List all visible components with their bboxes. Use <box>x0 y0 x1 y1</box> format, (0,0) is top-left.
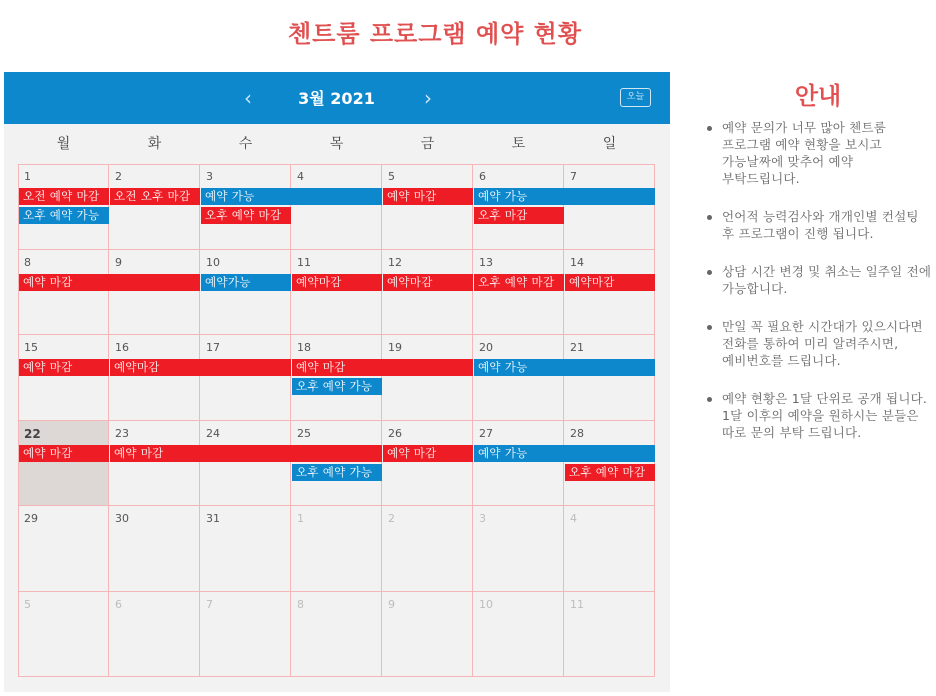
day-number: 17 <box>206 341 220 354</box>
day-number: 15 <box>24 341 38 354</box>
day-cell[interactable] <box>473 421 564 507</box>
day-number: 20 <box>479 341 493 354</box>
day-cell[interactable] <box>291 592 382 678</box>
event-bar[interactable]: 오전 오후 마감 <box>110 188 200 205</box>
event-bar[interactable]: 예약마감 <box>383 274 473 291</box>
day-number: 24 <box>206 426 220 440</box>
day-cell[interactable] <box>18 506 109 592</box>
day-cell[interactable] <box>109 250 200 336</box>
day-number: 2 <box>115 170 122 183</box>
day-cell[interactable] <box>564 506 655 592</box>
day-number: 1 <box>24 170 31 183</box>
event-bar[interactable]: 오후 예약 가능 <box>19 207 109 224</box>
event-bar[interactable]: 오후 예약 마감 <box>201 207 291 224</box>
event-bar[interactable]: 예약 마감 <box>19 274 200 291</box>
day-number: 27 <box>479 426 493 440</box>
day-number: 8 <box>24 255 31 269</box>
day-cell[interactable] <box>18 592 109 678</box>
day-number: 12 <box>388 255 402 269</box>
weekday-mon: 월 <box>56 136 71 152</box>
event-bar[interactable]: 예약마감 <box>565 274 655 291</box>
day-cell[interactable] <box>109 164 200 250</box>
event-bar[interactable]: 예약 가능 <box>201 188 382 205</box>
day-cell[interactable] <box>200 506 291 592</box>
event-bar[interactable]: 예약가능 <box>201 274 291 291</box>
day-cell[interactable] <box>291 164 382 250</box>
event-bar[interactable]: 예약마감 <box>110 359 291 376</box>
day-number: 11 <box>297 255 311 269</box>
day-number: 16 <box>115 341 129 354</box>
day-number: 18 <box>297 341 311 354</box>
event-bar[interactable]: 오후 예약 가능 <box>292 378 382 395</box>
prev-month-button[interactable]: ‹ <box>244 86 252 110</box>
event-bar[interactable]: 예약 마감 <box>19 445 109 462</box>
day-cell[interactable] <box>564 592 655 678</box>
weekday-sat: 토 <box>511 136 526 152</box>
day-cell[interactable] <box>291 506 382 592</box>
day-number: 7 <box>206 597 213 611</box>
event-bar[interactable]: 예약 가능 <box>474 188 655 205</box>
next-month-button[interactable]: › <box>424 86 432 110</box>
day-cell[interactable] <box>200 421 291 507</box>
day-number: 6 <box>479 170 486 183</box>
day-number: 25 <box>297 426 311 440</box>
day-number: 11 <box>570 597 584 611</box>
event-bar[interactable]: 예약 가능 <box>474 445 655 462</box>
day-cell[interactable] <box>200 335 291 421</box>
event-bar[interactable]: 오전 예약 마감 <box>19 188 109 205</box>
event-bar[interactable]: 예약마감 <box>292 274 382 291</box>
day-number: 22 <box>24 426 41 441</box>
event-bar[interactable]: 오후 마감 <box>474 207 564 224</box>
day-number: 19 <box>388 341 402 354</box>
calendar <box>4 72 670 692</box>
event-bar[interactable]: 예약 마감 <box>383 445 473 462</box>
notice-item: 언어적 능력검사와 개개인별 컨설팅 후 프로그램이 진행 됩니다. <box>700 208 932 242</box>
weekday-sun: 일 <box>602 136 617 152</box>
day-number: 21 <box>570 341 584 354</box>
day-cell[interactable] <box>382 164 473 250</box>
notice-title: 안내 <box>794 82 842 110</box>
event-bar[interactable]: 오후 예약 가능 <box>292 464 382 481</box>
day-number: 4 <box>570 512 577 525</box>
notice-panel <box>700 76 932 462</box>
day-number: 10 <box>206 255 220 269</box>
notice-item: 상담 시간 변경 및 취소는 일주일 전에 가능합니다. <box>700 263 932 297</box>
month-title: 3월 2021 <box>298 89 375 108</box>
day-cell[interactable] <box>473 335 564 421</box>
day-number: 30 <box>115 512 129 525</box>
event-bar[interactable]: 예약 가능 <box>474 359 655 376</box>
day-cell[interactable] <box>200 250 291 336</box>
day-number: 14 <box>570 255 584 269</box>
event-bar[interactable]: 예약 마감 <box>292 359 473 376</box>
day-number: 7 <box>570 170 577 183</box>
day-number: 10 <box>479 597 493 611</box>
day-cell[interactable] <box>564 164 655 250</box>
day-cell[interactable] <box>18 421 109 507</box>
day-number: 8 <box>297 597 304 611</box>
notice-item: 예약 현황은 1달 단위로 공개 됩니다. 1달 이후의 예약을 원하시는 분들은 따로 문의 부탁 드립니다. <box>700 390 932 441</box>
event-bar[interactable]: 오후 예약 마감 <box>474 274 564 291</box>
day-cell[interactable] <box>564 250 655 336</box>
calendar-grid <box>18 164 655 677</box>
event-bar[interactable]: 예약 마감 <box>383 188 473 205</box>
day-cell[interactable] <box>109 592 200 678</box>
weekday-header <box>18 124 655 164</box>
event-bar[interactable]: 예약 마감 <box>110 445 382 462</box>
weekday-tue: 화 <box>147 136 162 152</box>
day-number: 4 <box>297 170 304 183</box>
day-number: 29 <box>24 512 38 525</box>
day-number: 23 <box>115 426 129 440</box>
notice-item: 예약 문의가 너무 많아 첸트룸 프로그램 예약 현황을 보시고 가능날짜에 맞추어 예약 부탁드립니다. <box>700 119 932 187</box>
day-number: 3 <box>479 512 486 525</box>
day-cell[interactable] <box>18 250 109 336</box>
day-number: 5 <box>388 170 395 183</box>
day-cell[interactable] <box>200 592 291 678</box>
day-cell[interactable] <box>382 421 473 507</box>
weekday-thu: 목 <box>329 136 344 152</box>
day-cell[interactable] <box>564 335 655 421</box>
day-number: 5 <box>24 597 31 611</box>
weekday-fri: 금 <box>420 136 435 152</box>
day-number: 3 <box>206 170 213 183</box>
day-number: 9 <box>388 597 395 611</box>
day-cell[interactable] <box>109 335 200 421</box>
day-cell[interactable] <box>473 506 564 592</box>
day-cell[interactable] <box>382 506 473 592</box>
day-number: 6 <box>115 597 122 611</box>
day-number: 31 <box>206 512 220 525</box>
weekday-wed: 수 <box>238 136 253 152</box>
today-button[interactable]: 오늘 <box>620 88 651 107</box>
day-number: 13 <box>479 255 493 269</box>
day-cell[interactable] <box>473 592 564 678</box>
day-number: 26 <box>388 426 402 440</box>
day-cell[interactable] <box>473 250 564 336</box>
calendar-header <box>4 72 670 124</box>
notice-item: 만일 꼭 필요한 시간대가 있으시다면 전화를 통하여 미리 알려주시면, 예비번호를 드립니다. <box>700 318 932 369</box>
day-cell[interactable] <box>109 506 200 592</box>
day-cell[interactable] <box>18 335 109 421</box>
event-bar[interactable]: 오후 예약 마감 <box>565 464 655 481</box>
event-bar[interactable]: 예약 마감 <box>19 359 109 376</box>
day-cell[interactable] <box>109 421 200 507</box>
day-number: 9 <box>115 255 122 269</box>
day-number: 2 <box>388 512 395 525</box>
day-cell[interactable] <box>382 592 473 678</box>
day-number: 28 <box>570 426 584 440</box>
page-title: 첸트룸 프로그램 예약 현황 <box>287 20 583 48</box>
day-number: 1 <box>297 512 304 525</box>
day-cell[interactable] <box>382 335 473 421</box>
day-cell[interactable] <box>291 250 382 336</box>
day-cell[interactable] <box>382 250 473 336</box>
